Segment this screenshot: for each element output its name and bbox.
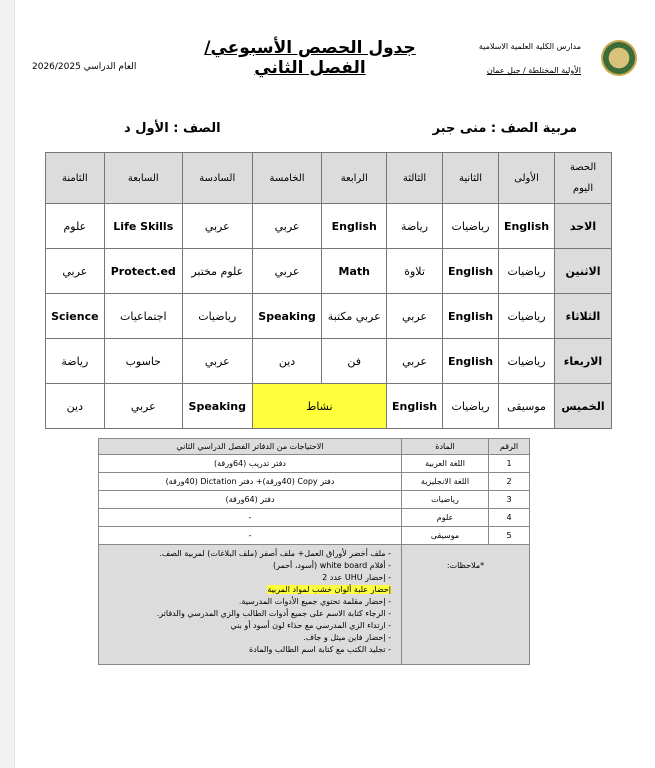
- needs-header-requirements: الاحتياجات من الدفاتر الفصل الدراسي الثاني: [99, 439, 402, 455]
- needs-number: 4: [489, 509, 530, 527]
- schedule-cell: Speaking: [252, 294, 322, 339]
- class-teacher: مربية الصف : منى جبر: [432, 121, 577, 136]
- needs-row: [99, 491, 530, 509]
- schedule-cell: عربي: [182, 339, 252, 384]
- needs-item: دفتر (64ورقة): [99, 491, 402, 509]
- corner-period-label: الحصة: [569, 162, 597, 173]
- needs-header-number: الرقم: [489, 439, 530, 455]
- schedule-header-row: [46, 153, 612, 204]
- schedule-cell: اجتماعيات: [104, 294, 182, 339]
- needs-row: [99, 509, 530, 527]
- weekly-schedule-table: [45, 152, 612, 429]
- schedule-cell: English: [443, 249, 499, 294]
- needs-number: 5: [489, 527, 530, 545]
- period-header: السادسة: [182, 153, 252, 204]
- schedule-cell: موسيقى: [499, 384, 555, 429]
- schedule-cell: رياضيات: [443, 384, 499, 429]
- schedule-cell: English: [499, 204, 555, 249]
- notes-row: [99, 545, 530, 665]
- period-header: الثالثة: [387, 153, 443, 204]
- period-header: السابعة: [104, 153, 182, 204]
- schedule-cell: عربي مكتبة: [322, 294, 387, 339]
- schedule-cell: تلاوة: [387, 249, 443, 294]
- schedule-cell: Science: [46, 294, 105, 339]
- activity-cell: نشاط: [252, 384, 386, 429]
- needs-number: 2: [489, 473, 530, 491]
- day-label: الاحد: [555, 204, 612, 249]
- schedule-cell: عربي: [182, 204, 252, 249]
- needs-subject: علوم: [402, 509, 489, 527]
- needs-subject: موسيقى: [402, 527, 489, 545]
- school-name: مدارس الكلية العلمية الاسلامية: [478, 42, 581, 51]
- school-branch: الأولية المختلطة / جبل عمان: [486, 66, 581, 75]
- schedule-cell: رياضيات: [443, 204, 499, 249]
- note-item: - ملف أخضر لأوراق العمل+ ملف أصفر (ملف البلاغات) لمربية الصف.: [159, 549, 391, 558]
- schedule-cell: رياضة: [387, 204, 443, 249]
- schedule-row: [46, 249, 612, 294]
- schedule-cell: English: [443, 339, 499, 384]
- note-item-highlighted: إحضار علبة ألوان خشب لمواد المربية: [267, 585, 391, 594]
- schedule-cell: Math: [322, 249, 387, 294]
- needs-row: [99, 455, 530, 473]
- schedule-cell: رياضة: [46, 339, 105, 384]
- needs-number: 1: [489, 455, 530, 473]
- period-header: الثانية: [443, 153, 499, 204]
- page-title: جدول الحصص الأسبوعي/الفصل الثاني: [204, 38, 416, 78]
- schedule-cell: رياضيات: [499, 294, 555, 339]
- schedule-cell: رياضيات: [499, 249, 555, 294]
- schedule-cell: عربي: [387, 339, 443, 384]
- needs-subject: اللغة الانجليزية: [402, 473, 489, 491]
- period-header: الرابعة: [322, 153, 387, 204]
- schedule-cell: فن: [322, 339, 387, 384]
- schedule-cell: علوم مختبر: [182, 249, 252, 294]
- schedule-cell: علوم: [46, 204, 105, 249]
- schedule-row: [46, 204, 612, 249]
- notes-label: *ملاحظات:: [402, 545, 530, 665]
- page-edge: [0, 0, 15, 768]
- day-label: الاثنين: [555, 249, 612, 294]
- schedule-row: [46, 339, 612, 384]
- needs-item: دفتر Copy (40ورقة)+ دفتر Dictation (40ورقة): [99, 473, 402, 491]
- schedule-cell: English: [387, 384, 443, 429]
- period-header: الثامنة: [46, 153, 105, 204]
- schedule-cell: عربي: [387, 294, 443, 339]
- needs-item: -: [99, 509, 402, 527]
- needs-subject: رياضيات: [402, 491, 489, 509]
- schedule-cell: دين: [252, 339, 322, 384]
- needs-row: [99, 473, 530, 491]
- schedule-cell: Protect.ed: [104, 249, 182, 294]
- needs-number: 3: [489, 491, 530, 509]
- needs-row: [99, 527, 530, 545]
- period-header: الأولى: [499, 153, 555, 204]
- needs-header-row: [99, 439, 530, 455]
- schedule-cell: Speaking: [182, 384, 252, 429]
- schedule-row: [46, 294, 612, 339]
- needs-subject: اللغة العربية: [402, 455, 489, 473]
- day-label: الثلاثاء: [555, 294, 612, 339]
- day-label: الخميس: [555, 384, 612, 429]
- schedule-cell: Life Skills: [104, 204, 182, 249]
- corner-day-label: اليوم: [572, 183, 594, 194]
- corner-cell: [555, 153, 612, 204]
- note-item: - ارتداء الزي المدرسي مع حذاء لون أسود أو بني: [230, 621, 391, 630]
- academic-year: العام الدراسي 2026/2025: [32, 62, 137, 72]
- period-header: الخامسة: [252, 153, 322, 204]
- schedule-cell: English: [443, 294, 499, 339]
- needs-item: -: [99, 527, 402, 545]
- notebook-needs-table: [98, 438, 530, 665]
- note-item: - أقلام white board (أسود، أحمر): [272, 561, 391, 570]
- schedule-cell: عربي: [252, 249, 322, 294]
- notes-list: [99, 545, 402, 665]
- schedule-cell: رياضيات: [182, 294, 252, 339]
- needs-header-subject: المادة: [402, 439, 489, 455]
- school-logo: [601, 40, 637, 76]
- day-label: الاربعاء: [555, 339, 612, 384]
- needs-item: دفتر تدريب (64ورقة): [99, 455, 402, 473]
- schedule-row: [46, 384, 612, 429]
- schedule-cell: دين: [46, 384, 105, 429]
- note-item: - إحضار UHU عدد 2: [322, 573, 391, 582]
- class-name: الصف : الأول د: [124, 121, 221, 136]
- note-item: - إحضار فاين ميثل و جاف.: [303, 633, 391, 642]
- schedule-cell: رياضيات: [499, 339, 555, 384]
- schedule-cell: حاسوب: [104, 339, 182, 384]
- schedule-cell: English: [322, 204, 387, 249]
- note-item: - تجليد الكتب مع كتابة اسم الطالب والمادة: [249, 645, 391, 654]
- schedule-cell: عربي: [104, 384, 182, 429]
- note-item: - إحضار مقلمة تحتوي جميع الأدوات المدرسية.: [238, 597, 391, 606]
- note-item: - الرجاء كتابة الاسم على جميع أدوات الطالب والزي المدرسي والدفاتر.: [156, 609, 391, 618]
- schedule-cell: عربي: [46, 249, 105, 294]
- schedule-cell: عربي: [252, 204, 322, 249]
